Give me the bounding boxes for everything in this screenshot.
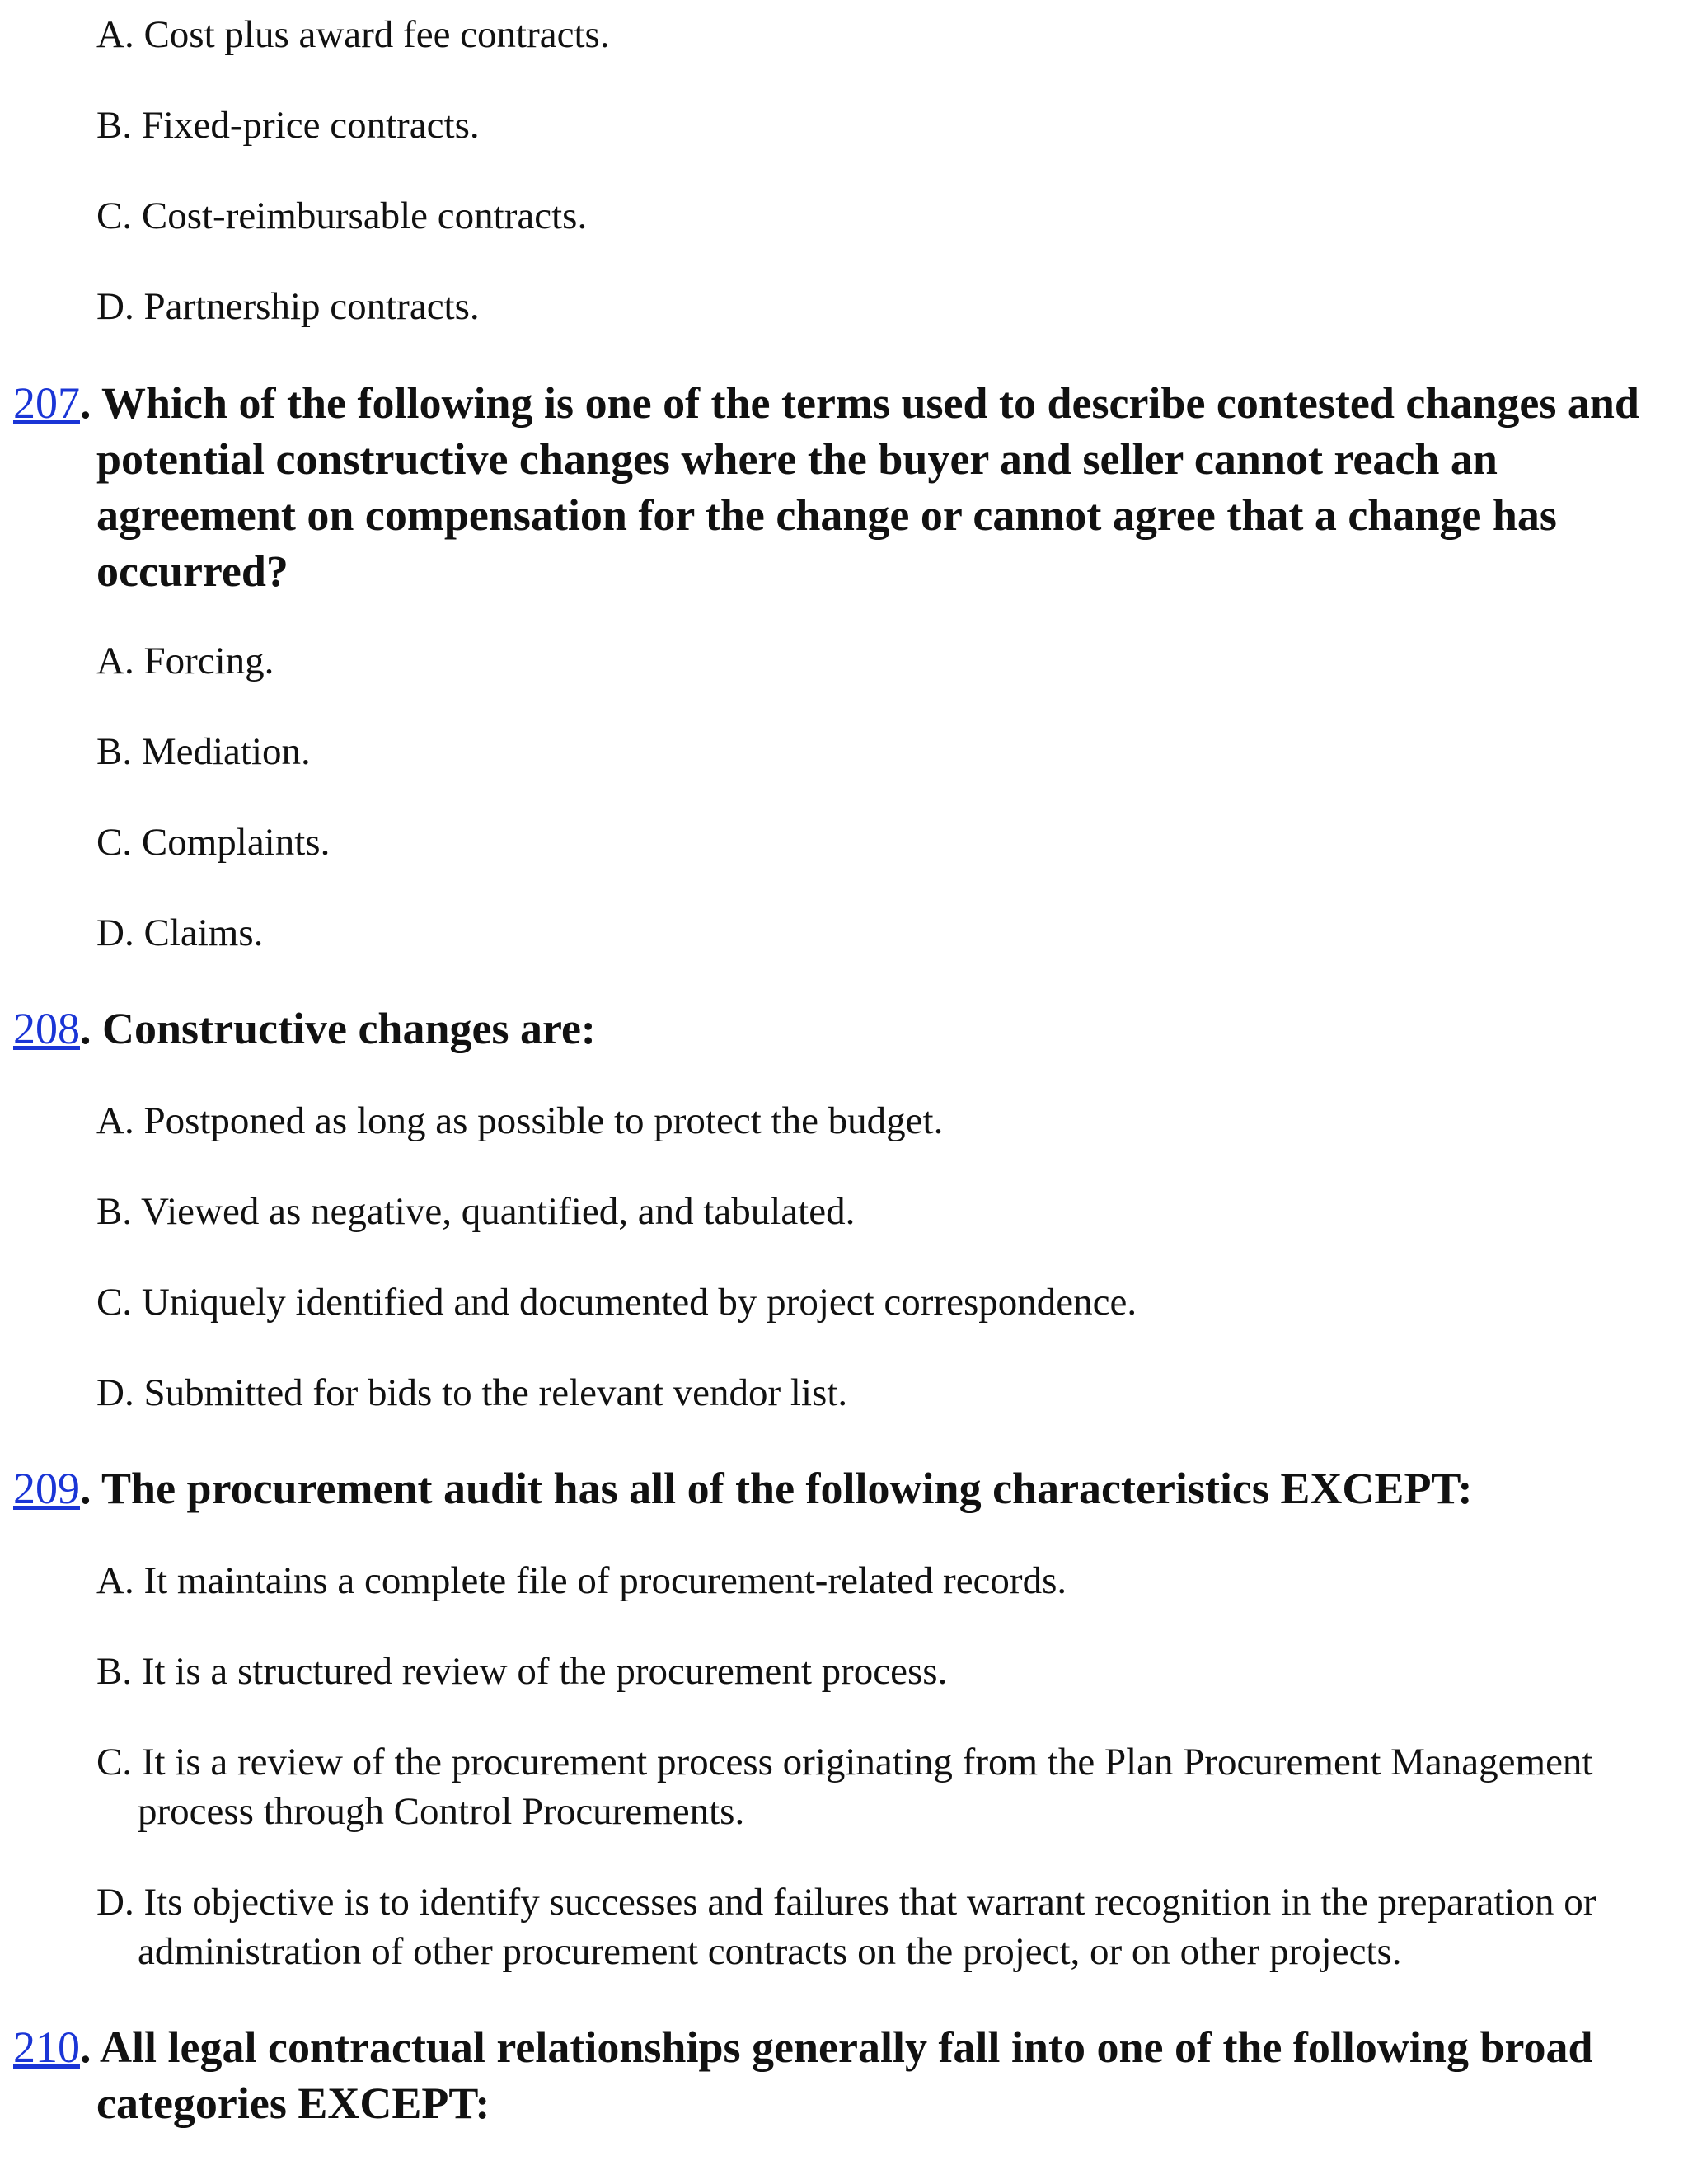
q206-option-d: D. Partnership contracts. [96,285,480,328]
q207-option-d: D. Claims. [96,912,264,954]
q206-option-a: A. Cost plus award fee contracts. [96,13,610,56]
q206-option-b: B. Fixed-price contracts. [96,104,480,147]
question-207 [13,375,1670,599]
question-text: . The procurement audit has all of the following characteristics EXCEPT: [80,1464,1473,1513]
q209-option-a: A. It maintains a complete file of procurement-related records. [96,1559,1067,1602]
question-text: . Which of the following is one of the terms used to describe contested changes and potential constructive changes where the buyer and seller cannot reach an agreement on compensation for the change or cannot agree that a change has occurred? [80,378,1639,596]
question-number-link[interactable]: 209 [13,1464,80,1513]
q207-option-a: A. Forcing. [96,640,274,682]
q207-option-c: C. Complaints. [96,821,331,864]
q209-option-b: B. It is a structured review of the procurement process. [96,1650,948,1693]
question-number-link[interactable]: 210 [13,2022,80,2072]
question-text: . All legal contractual relationships generally fall into one of the following broad categories EXCEPT: [80,2022,1593,2128]
question-number-link[interactable]: 208 [13,1004,80,1053]
question-208 [13,1001,1670,1057]
q208-option-b: B. Viewed as negative, quantified, and tabulated. [96,1190,856,1233]
q209-option-d: D. Its objective is to identify successes and failures that warrant recognition in the preparation or administration of other procurement contracts on the project, or on other projects. [96,1881,1597,1973]
q206-option-c: C. Cost-reimbursable contracts. [96,194,588,237]
q208-option-c: C. Uniquely identified and documented by project correspondence. [96,1281,1137,1324]
question-209 [13,1460,1670,1516]
q208-option-a: A. Postponed as long as possible to protect the budget. [96,1099,944,1142]
q207-option-b: B. Mediation. [96,730,311,773]
question-text: . Constructive changes are: [80,1004,596,1053]
q208-option-d: D. Submitted for bids to the relevant vendor list. [96,1371,848,1414]
q209-option-c: C. It is a review of the procurement process originating from the Plan Procurement Management process through Control Procurements. [96,1741,1593,1833]
question-number-link[interactable]: 207 [13,378,80,428]
question-210 [13,2019,1670,2131]
